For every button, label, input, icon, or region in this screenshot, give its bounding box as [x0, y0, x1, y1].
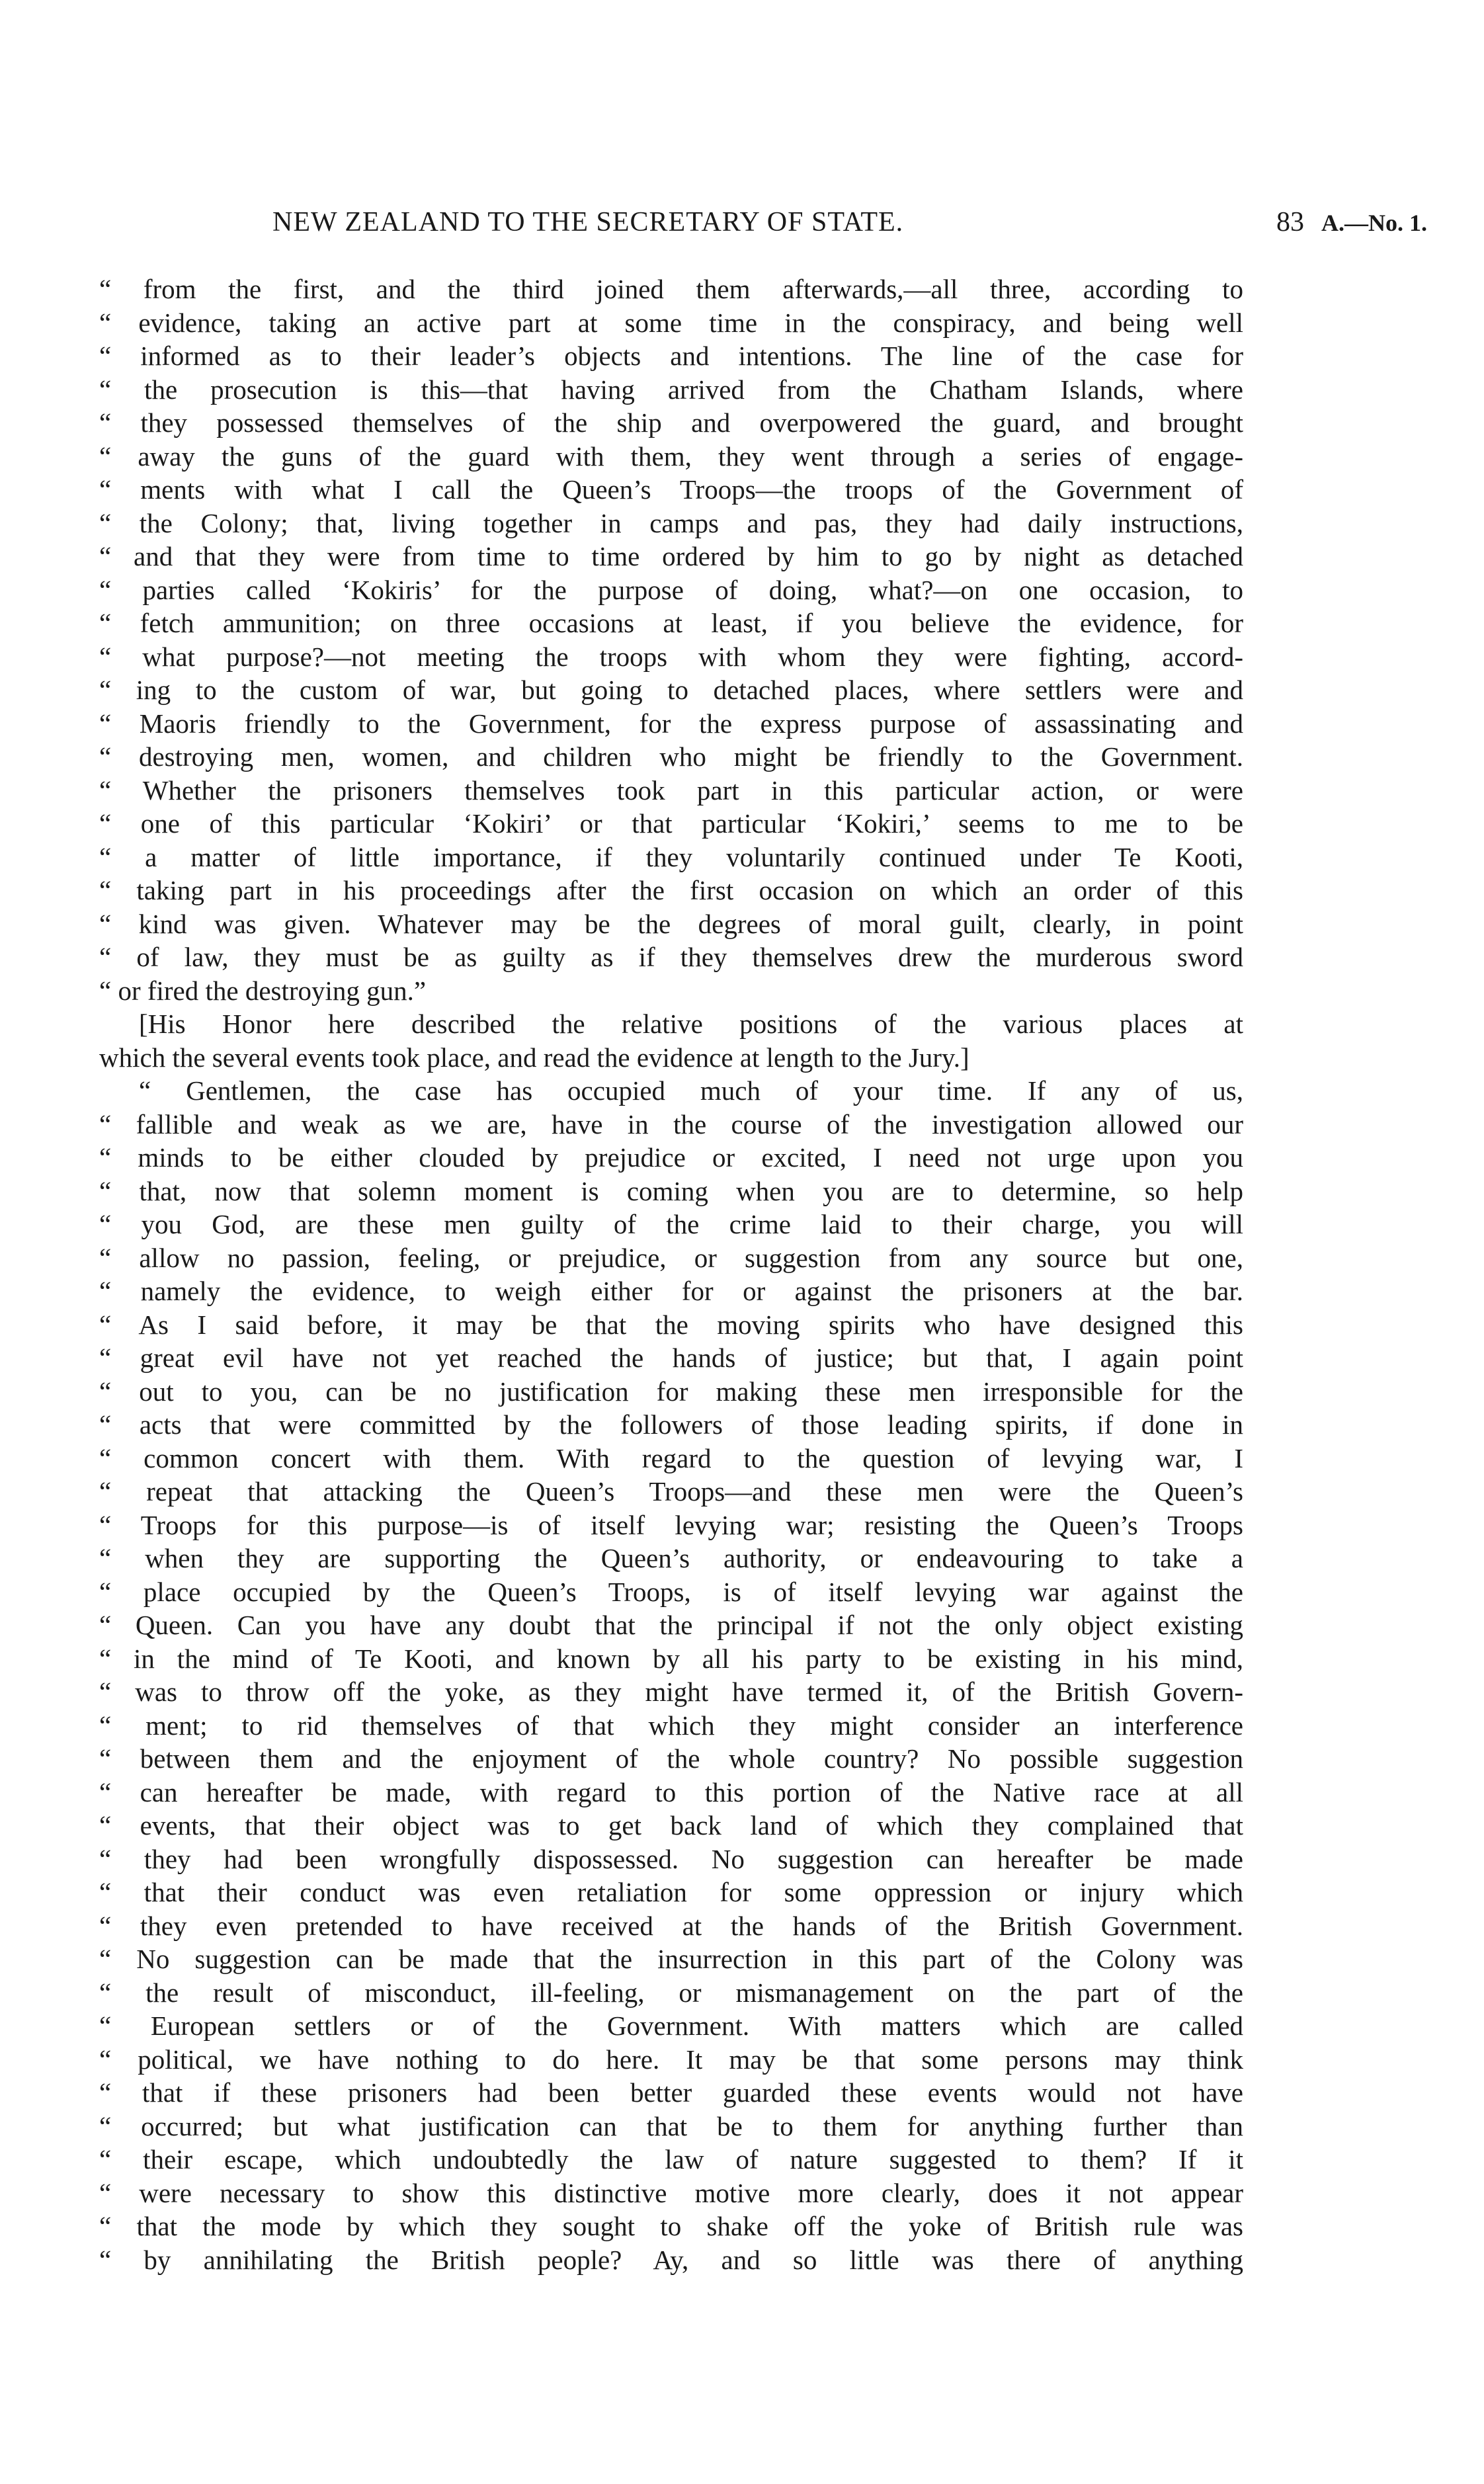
text-line: “ evidence, taking an active part at some time in the conspiracy, and being well: [99, 307, 1243, 338]
text-line: “ ing to the custom of war, but going to detached places, where settlers were and: [99, 675, 1243, 705]
text-line: “ they possessed themselves of the ship and overpowered the guard, and brought: [99, 407, 1243, 438]
text-line: “ a matter of little importance, if they voluntarily continued under Te Kooti,: [99, 841, 1243, 872]
text-line: “ allow no passion, feeling, or prejudice, or suggestion from any source but one,: [99, 1242, 1243, 1273]
text-line: “ kind was given. Whatever may be the degrees of moral guilt, clearly, in point: [99, 908, 1243, 939]
text-line: “ can hereafter be made, with regard to this portion of the Native race at all: [99, 1776, 1243, 1807]
page-number: 83: [1276, 207, 1304, 237]
text-line: “ parties called ‘Kokiris’ for the purpose of doing, what?—on one occasion, to: [99, 574, 1243, 605]
text-line: “ one of this particular ‘Kokiri’ or that particular ‘Kokiri,’ seems to me to be: [99, 808, 1243, 839]
text-line: “ taking part in his proceedings after the first occasion on which an order of this: [99, 875, 1243, 905]
text-line: “ they had been wrongfully dispossessed. No suggestion can hereafter be made: [99, 1843, 1243, 1874]
text-line: “ what purpose?—not meeting the troops with whom they were fighting, accord-: [99, 641, 1243, 672]
text-line: “ As I said before, it may be that the moving spirits who have designed this: [99, 1309, 1243, 1340]
text-line: “ common concert with them. With regard to the question of levying war, I: [99, 1442, 1243, 1473]
text-line: “ repeat that attacking the Queen’s Troops—and these men were the Queen’s: [99, 1476, 1243, 1507]
text-line: “ occurred; but what justification can that be to them for anything further than: [99, 2110, 1243, 2141]
text-line: “ the prosecution is this—that having arrived from the Chatham Islands, where: [99, 374, 1243, 405]
text-line: “ their escape, which undoubtedly the law of nature suggested to them? If it: [99, 2144, 1243, 2174]
text-line: “ destroying men, women, and children who might be friendly to the Government.: [99, 741, 1243, 772]
text-line: “ the Colony; that, living together in camps and pas, they had daily instructions,: [99, 507, 1243, 538]
text-line: “ Troops for this purpose—is of itself levying war; resisting the Queen’s Troops: [99, 1509, 1243, 1540]
page-header: [0, 206, 1484, 246]
text-line: “ place occupied by the Queen’s Troops, is of itself levying war against the: [99, 1576, 1243, 1607]
text-line: “ fallible and weak as we are, have in the course of the investigation allowed our: [99, 1108, 1243, 1139]
text-line: “ namely the evidence, to weigh either for or against the prisoners at the bar.: [99, 1276, 1243, 1306]
text-line: “ were necessary to show this distinctive motive more clearly, does it not appear: [99, 2177, 1243, 2208]
text-line: [His Honor here described the relative positions of the various places at: [139, 1009, 1243, 1039]
text-line: “ that their conduct was even retaliation for some oppression or injury which: [99, 1877, 1243, 1907]
text-line: “ they even pretended to have received at the hands of the British Government.: [99, 1910, 1243, 1941]
text-line: “ that the mode by which they sought to shake off the yoke of British rule was: [99, 2211, 1243, 2241]
paper-reference: A.—No. 1.: [1321, 210, 1427, 236]
text-line: “ and that they were from time to time ordered by him to go by night as detached: [99, 541, 1243, 571]
text-line: “ from the first, and the third joined them afterwards,—all three, according to: [99, 274, 1243, 304]
text-line: “ political, we have nothing to do here. It may be that some persons may think: [99, 2044, 1243, 2075]
text-line: “ when they are supporting the Queen’s authority, or endeavouring to take a: [99, 1543, 1243, 1573]
text-line: “ that, now that solemn moment is coming when you are to determine, so help: [99, 1175, 1243, 1206]
text-line: “ events, that their object was to get back land of which they complained that: [99, 1810, 1243, 1841]
text-line: “ out to you, can be no justification for making these men irresponsible for the: [99, 1376, 1243, 1407]
text-line: “ between them and the enjoyment of the whole country? No possible suggestion: [99, 1743, 1243, 1774]
text-line: “ that if these prisoners had been better guarded these events would not have: [99, 2077, 1243, 2108]
body-text: [99, 272, 1243, 2276]
text-line: “ informed as to their leader’s objects and intentions. The line of the case for: [99, 341, 1243, 371]
text-line: “ of law, they must be as guilty as if they themselves drew the murderous sword: [99, 942, 1243, 972]
text-line: “ Whether the prisoners themselves took part in this particular action, or were: [99, 774, 1243, 806]
text-line: “ minds to be either clouded by prejudice or excited, I need not urge upon you: [99, 1142, 1243, 1173]
text-line: “ was to throw off the yoke, as they might have termed it, of the British Govern-: [99, 1677, 1243, 1707]
text-line: “ Queen. Can you have any doubt that the principal if not the only object existing: [99, 1610, 1243, 1640]
text-line: “ Maoris friendly to the Government, for the express purpose of assassinating and: [99, 708, 1243, 739]
text-line: “ Gentlemen, the case has occupied much of your time. If any of us,: [139, 1075, 1243, 1106]
text-line: “ you God, are these men guilty of the crime laid to their charge, you will: [99, 1209, 1243, 1239]
text-line: “ away the guns of the guard with them, they went through a series of engage-: [99, 440, 1243, 472]
text-line: “ the result of misconduct, ill-feeling, or mismanagement on the part of the: [99, 1977, 1243, 2008]
text-line: “ by annihilating the British people? Ay, and so little was there of anything: [99, 2244, 1243, 2275]
text-line: which the several events took place, and read the evidence at length to the Jury.]: [99, 1042, 969, 1073]
text-line: “ in the mind of Te Kooti, and known by all his party to be existing in his mind,: [99, 1643, 1243, 1674]
running-head-title: NEW ZEALAND TO THE SECRETARY OF STATE.: [272, 207, 904, 237]
text-line: “ ment; to rid themselves of that which they might consider an interference: [99, 1710, 1243, 1741]
text-line: “ acts that were committed by the followers of those leading spirits, if done in: [99, 1409, 1243, 1440]
text-line: “ great evil have not yet reached the hands of justice; but that, I again point: [99, 1343, 1243, 1373]
text-line: “ European settlers or of the Government. With matters which are called: [99, 2010, 1243, 2041]
text-line: “ or fired the destroying gun.”: [99, 975, 427, 1006]
text-line: “ ments with what I call the Queen’s Troops—the troops of the Government of: [99, 474, 1243, 505]
text-line: “ fetch ammunition; on three occasions at least, if you believe the evidence, for: [99, 608, 1243, 638]
text-line: “ No suggestion can be made that the insurrection in this part of the Colony was: [99, 1944, 1243, 1974]
